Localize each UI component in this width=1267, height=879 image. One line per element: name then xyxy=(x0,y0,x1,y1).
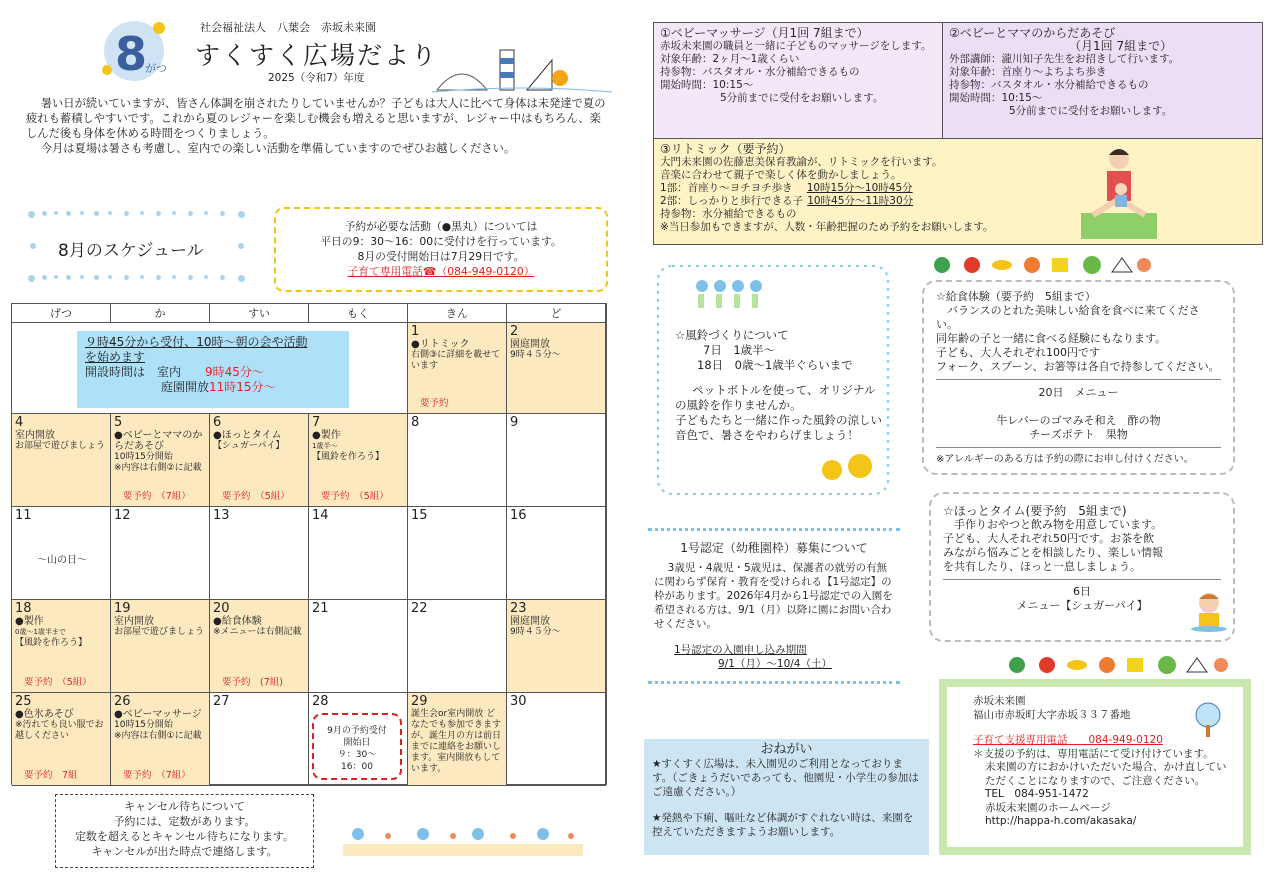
calendar-d26-s1: 10時15分開始 xyxy=(114,720,173,730)
calendar-d22-num: 22 xyxy=(411,601,428,616)
calendar-day-16 xyxy=(507,507,606,600)
calendar-d4-s: お部屋で遊びましょう xyxy=(15,441,106,451)
program3-line-5: 持参物：水分補給できるもの xyxy=(660,208,797,220)
program3-line-6: ※当日参加もできますが、人数・年齢把握のため予約をお願いします。 xyxy=(660,221,994,233)
calendar-d18-num: 18 xyxy=(15,601,32,616)
booking-line-1: 予約が必要な活動（●黒丸）については xyxy=(344,220,538,233)
cancel-line-2: 定数を超えるとキャンセル待ちになります。 xyxy=(74,830,295,843)
program-baby-massage xyxy=(653,22,943,139)
contact-info xyxy=(939,679,1251,855)
decor-dot xyxy=(94,211,99,216)
notice-line-2: を始めます xyxy=(85,350,146,364)
cancel-line-3: キャンセルが出た時点で連絡します。 xyxy=(91,845,278,858)
decor-dot xyxy=(220,211,225,216)
akasaka-homepage-link[interactable]: http://happa-h.com/akasaka/ xyxy=(985,815,1137,827)
hotto-line-1: 手作りおやつと飲み物を用意しています。 xyxy=(954,518,1163,531)
notice-line-3a: 開設時間は 室内 xyxy=(85,365,182,379)
wind-chime-info xyxy=(675,328,885,443)
akasaka-line-3: TEL 084-951-1472 xyxy=(985,788,1089,800)
calendar-d29-num: 29 xyxy=(411,694,428,709)
lunch-line-3: 子ども、大人それぞれ100円です xyxy=(936,346,1100,359)
calendar-d27-num: 27 xyxy=(213,694,230,709)
decor-dot xyxy=(66,275,71,280)
fiscal-year: 2025（令和7）年度 xyxy=(268,72,365,84)
calendar-day-19 xyxy=(111,600,210,693)
onegai-line-2: ★発熱や下痢、嘔吐など体調がすぐれない時は、来園を控えていただきますようお願いします。 xyxy=(652,812,914,838)
furin-line-4: 子どもたちと一緒に作った風鈴の涼しい音色で、暑さをやわらげましょう！ xyxy=(675,413,882,442)
calendar-d6-num: 6 xyxy=(213,415,222,430)
calendar-d1-num: 1 xyxy=(411,324,420,339)
decor-dot xyxy=(124,275,129,280)
calendar-d18-r: 要予約 （5組） xyxy=(24,677,92,688)
calendar-d2-s: 9時４５分～ xyxy=(510,350,561,360)
calendar-d23-s: 9時４５分～ xyxy=(510,627,561,637)
sea-creatures-icon xyxy=(343,820,583,860)
program2-line-1: 外部講師：瀧川知子先生をお招きして行います。 xyxy=(949,53,1180,65)
recruit-period: 9/1（月）～10/4（土） xyxy=(718,658,832,670)
booking-line-3: 8月の受付開始日は7月29日です。 xyxy=(357,250,525,263)
program1-line-3: 持参物：バスタオル・水分補給できるもの xyxy=(660,66,860,78)
cancel-wait-notice xyxy=(55,794,314,868)
calendar-d25-r: 要予約 7組 xyxy=(24,770,78,781)
program3-line-4b: 10時45分～11時30分 xyxy=(807,195,914,207)
calendar-day-9 xyxy=(507,414,606,507)
calendar-d20-t: ●給食体験 xyxy=(213,616,262,627)
calendar-d25-t: ●色氷あそび xyxy=(15,709,74,720)
calendar-d1-r: 要予約 xyxy=(420,398,449,409)
akasaka-address: 福山市赤坂町大字赤坂３３７番地 xyxy=(973,708,1131,721)
booking-notice xyxy=(274,207,608,292)
calendar-d18-s: 【風鈴を作ろう】 xyxy=(15,638,88,648)
decor-dot xyxy=(54,275,58,279)
calendar-d26-num: 26 xyxy=(114,694,131,709)
decor-dot xyxy=(28,211,35,218)
resv-line-3: ９：30～ xyxy=(337,750,377,760)
hotto-time xyxy=(929,492,1235,642)
intro-paragraph-1: 暑い日が続いていますが、皆さん体調を崩されたりしていませんか？子どもは大人に比べて身体は未発達で夏の疲れも蓄積しやすいです。これから夏のレジャーを楽しむ機会も増えると思いますが、レジャー中はもちろん、楽しんだ後も身体を休める時間をつくりましょう。 xyxy=(26,97,606,140)
calendar-d5-t: ●ベビーとママのからだあそび xyxy=(114,430,203,452)
lunch-menu-title: 20日 メニュー xyxy=(1038,386,1119,399)
decor-dot xyxy=(172,211,176,215)
calendar-d12-num: 12 xyxy=(114,508,131,523)
calendar-header-1: か xyxy=(111,304,210,323)
cancel-title: キャンセル待ちについて xyxy=(124,800,245,813)
calendar-day-4 xyxy=(12,414,111,507)
akasaka-line-4: 赤坂未来園のホームページ xyxy=(985,801,1111,814)
calendar-header-4: きん xyxy=(408,304,507,323)
calendar-d16-num: 16 xyxy=(510,508,527,523)
calendar-d9-num: 9 xyxy=(510,415,519,430)
program3-line-2: 音楽に合わせて親子で楽しく体を動かしましょう。 xyxy=(660,169,902,181)
decor-dot xyxy=(80,211,84,215)
decor-dot xyxy=(156,211,161,216)
decor-dot xyxy=(66,211,71,216)
calendar-d13-num: 13 xyxy=(213,508,230,523)
hotto-title: ☆ほっとタイム(要予約 5組まで) xyxy=(943,504,1127,518)
lighthouse-beach-icon xyxy=(432,38,612,96)
calendar-day-7 xyxy=(309,414,408,507)
program3-line-1: 大門未来園の佐藤恵美保育教諭が、リトミックを行います。 xyxy=(660,156,943,168)
calendar-day-20 xyxy=(210,600,309,693)
decor-dot xyxy=(124,211,129,216)
calendar-d7-s: 【風鈴を作ろう】 xyxy=(312,452,385,462)
decor-dot xyxy=(42,211,47,216)
calendar-d2-num: 2 xyxy=(510,324,519,339)
calendar-day-1 xyxy=(408,323,507,414)
calendar-d20-s: ※メニューは右側記載 xyxy=(213,627,302,637)
resv-line-4: 16：00 xyxy=(341,762,373,772)
program3-title: ③リトミック（要予約） xyxy=(660,142,791,156)
calendar-header-3: もく xyxy=(309,304,408,323)
calendar-d7-num: 7 xyxy=(312,415,321,430)
calendar-d15-num: 15 xyxy=(411,508,428,523)
calendar-day-27 xyxy=(210,693,309,786)
schedule-title: 8月のスケジュール xyxy=(58,241,204,261)
onegai-line-1: ★すくすく広場は、未入園児のご利用となっております。（ごきょうだいであっても、他園児・小学生の参加はご遠慮ください。） xyxy=(652,758,919,798)
calendar-d25-num: 25 xyxy=(15,694,32,709)
calendar-d6-t: ●ほっとタイム xyxy=(213,430,282,441)
opening-hours-notice xyxy=(77,331,349,408)
calendar-day-26 xyxy=(111,693,210,786)
notice-line-4a: 庭園開放 xyxy=(161,380,210,394)
program1-line-4: 開始時間：10:15～ xyxy=(660,79,754,91)
decor-dot xyxy=(94,275,99,280)
calendar-header-5: ど xyxy=(507,304,606,323)
decor-dot xyxy=(156,275,161,280)
onegai-title: おねがい xyxy=(760,742,813,757)
decor-dot xyxy=(108,211,112,215)
lunch-menu-2: チーズポテト 果物 xyxy=(1029,428,1128,441)
notice-line-4b: 11時15分～ xyxy=(209,380,276,394)
svg-text:8: 8 xyxy=(115,27,148,81)
furin-line-1: 7日 1歳半～ xyxy=(703,343,776,357)
program2-title: ②ベビーとママのからだあそび xyxy=(949,26,1116,40)
lunch-experience xyxy=(922,280,1235,475)
notice-line-3b: 9時45分～ xyxy=(205,365,264,379)
decor-dot xyxy=(42,275,47,280)
calendar-d2-t: 園庭開放 xyxy=(510,339,550,350)
program2-line-3: 持参物：バスタオル・水分補給できるもの xyxy=(949,79,1149,91)
recruit-section xyxy=(648,528,900,678)
resv-line-2: 開始日 xyxy=(343,738,371,748)
calendar-d7-t: ●製作 xyxy=(312,430,341,441)
calendar-d11-s: ～山の日～ xyxy=(37,555,87,566)
hotto-line-2: 子ども、大人それぞれ50円です。お茶を飲みながら悩みごとを相談したり、楽しい情報を共有したり、ほっと一息しましょう。 xyxy=(943,532,1163,573)
calendar-day-23 xyxy=(507,600,606,693)
calendar-header-2: すい xyxy=(210,304,309,323)
recruit-period-title: 1号認定の入園申し込み期間 xyxy=(674,644,807,656)
akasaka-line-2: 未来園の方におかけいただいた場合、かけ直していただくことになりますので、ご注意ください。 xyxy=(985,761,1227,787)
calendar-day-21 xyxy=(309,600,408,693)
lunch-line-1: バランスのとれた美味しい給食を食べに来てください。 xyxy=(936,304,1200,331)
calendar-d4-num: 4 xyxy=(15,415,24,430)
org-name: 社会福祉法人 八葉会 赤坂未来園 xyxy=(200,21,376,34)
calendar-d18-t: ●製作 xyxy=(15,616,44,627)
calendar-day-13 xyxy=(210,507,309,600)
calendar-day-18 xyxy=(12,600,111,693)
program1-line-5: 5分前までに受付をお願いします。 xyxy=(720,92,884,104)
calendar-day-14 xyxy=(309,507,408,600)
decor-dot xyxy=(204,211,208,215)
akasaka-phone[interactable]: 子育て支援専用電話 084-949-0120 xyxy=(973,734,1163,746)
calendar-d19-s: お部屋で遊びましょう xyxy=(114,627,205,637)
calendar-d26-s2: ※内容は右側①に記載 xyxy=(114,731,202,741)
calendar-d28-num: 28 xyxy=(312,694,329,709)
calendar-day-30 xyxy=(507,693,606,786)
lunch-note: ※アレルギーのある方は予約の際にお申し付けください。 xyxy=(936,454,1194,465)
logo-text: がつ xyxy=(145,62,167,75)
lunch-title: ☆給食体験（要予約 5組まで） xyxy=(936,290,1096,303)
uchiwa-fan-icon xyxy=(1191,701,1225,739)
calendar-d1-s: 右側③に詳細を載せています xyxy=(411,350,501,371)
program1-line-1: 赤坂未来園の職員と一緒に子どものマッサージをします。 xyxy=(660,40,932,52)
calendar-d20-r: 要予約 (7組) xyxy=(222,677,283,688)
akasaka-line-1: ＊支援の予約は、専用電話にて受け付けています。 xyxy=(973,747,1214,760)
decor-dot xyxy=(80,275,84,279)
decor-dot xyxy=(140,275,144,279)
calendar-d11-num: 11 xyxy=(15,508,32,523)
program2-line-4: 開始時間：10:15～ xyxy=(949,92,1043,104)
recruit-body: 3歳児・4歳児・5歳児は、保護者の就労の有無に関わらず保育・教育を受けられる【1号認定】の枠があります。2026年4月から1号認定での入園を希望される方は、9/1（月）以降に園にお問い合わせください。 xyxy=(654,562,893,630)
calendar-day-12 xyxy=(111,507,210,600)
calendar-d6-r: 要予約 （5組） xyxy=(222,491,290,502)
calendar-d5-num: 5 xyxy=(114,415,123,430)
decor-dot xyxy=(220,275,225,280)
decor-dot xyxy=(172,275,176,279)
calendar-d8-num: 8 xyxy=(411,415,420,430)
calendar-day-25 xyxy=(12,693,111,786)
calendar-d14-num: 14 xyxy=(312,508,329,523)
calendar-d30-num: 30 xyxy=(510,694,527,709)
calendar-d5-s2: ※内容は右側②に記載 xyxy=(114,463,202,473)
intro-text xyxy=(26,96,612,156)
decor-dot xyxy=(108,275,112,279)
program-baby-mama-play xyxy=(943,22,1263,139)
calendar-header-0: げつ xyxy=(12,304,111,323)
calendar-day-2 xyxy=(507,323,606,414)
calendar-d26-r: 要予約 （7組） xyxy=(123,770,191,781)
program2-title-2: （月1回 7組まで） xyxy=(1069,39,1173,53)
program2-line-2: 対象年齢：首座り～よちよち歩き xyxy=(949,66,1107,78)
program-rhythmic xyxy=(653,139,1263,245)
decor-dot xyxy=(140,211,144,215)
child-eating-icon xyxy=(1189,589,1229,633)
calendar-d5-r: 要予約 （7組） xyxy=(123,491,191,502)
program3-line-4a: 2部：しっかりと歩行できる子 xyxy=(660,195,804,207)
furin-line-2: 18日 0歳～1歳半ぐらいまで xyxy=(697,358,853,372)
booking-phone[interactable]: 子育て専用電話☎（084-949-0120） xyxy=(347,265,535,278)
decor-dot xyxy=(28,275,35,282)
calendar-d4-t: 室内開放 xyxy=(15,430,55,441)
calendar-day-15 xyxy=(408,507,507,600)
furin-title: ☆風鈴づくりについて xyxy=(675,328,789,342)
decor-dot xyxy=(238,211,245,218)
hotto-menu: メニュー【シュガーパイ】 xyxy=(1016,599,1148,612)
recruit-title: 1号認定（幼稚園枠）募集について xyxy=(680,541,868,555)
program1-line-2: 対象年齢：2ヶ月～1歳くらい xyxy=(660,53,800,65)
program3-line-3a: 1部：首座り～ヨチヨチ歩き xyxy=(660,182,793,194)
calendar-d7-r: 要予約 （5組） xyxy=(321,491,389,502)
calendar-day-5 xyxy=(111,414,210,507)
cancel-line-1: 予約には、定数があります。 xyxy=(113,815,256,828)
decor-dot xyxy=(204,275,208,279)
hotto-day: 6日 xyxy=(1073,585,1091,598)
booking-line-2: 平日の9：30～16：00に受付けを行っています。 xyxy=(320,235,562,248)
page-title: すくすく広場だより xyxy=(195,41,439,70)
mother-baby-yoga-icon xyxy=(1079,141,1159,241)
decor-dot xyxy=(188,275,193,280)
calendar-day-11 xyxy=(12,507,111,600)
calendar-day-8 xyxy=(408,414,507,507)
decor-dot xyxy=(30,243,36,249)
calendar-day-29 xyxy=(408,693,507,786)
lunch-line-4: フォーク、スプーン、お箸等は各自で持参してください。 xyxy=(936,360,1220,373)
calendar-day-6 xyxy=(210,414,309,507)
calendar-d18-t2: 0歳～1歳半まで xyxy=(15,628,66,636)
calendar-d23-t: 園庭開放 xyxy=(510,616,550,627)
calendar-d26-t: ●ベビーマッサージ xyxy=(114,709,202,720)
resv-line-1: 9月の予約受付 xyxy=(327,726,387,736)
calendar-d7-t2: 1歳半～ xyxy=(312,442,338,450)
furin-line-3: ペットボトルを使って、オリジナルの風鈴を作りませんか。 xyxy=(675,383,876,412)
calendar-d6-s: 【シュガーパイ】 xyxy=(213,441,285,451)
next-month-reservation-notice xyxy=(312,713,402,780)
calendar-day-22 xyxy=(408,600,507,693)
lunch-menu-1: 牛レバーのゴマみそ和え 酢の物 xyxy=(996,414,1161,427)
calendar-d5-s1: 10時15分開始 xyxy=(114,452,173,462)
akasaka-name: 赤坂未来園 xyxy=(973,695,1026,707)
intro-paragraph-2: 今月は夏場は暑さも考慮し、室内での楽しい活動を準備していますのでぜひお越しください。 xyxy=(40,142,516,155)
calendar-d29-s: 誕生会or室内開放 どなたでも参加できますが、誕生月の方は前日までに連絡をお願いします。室内開放もしています。 xyxy=(411,709,502,774)
calendar-d23-num: 23 xyxy=(510,601,527,616)
calendar-d21-num: 21 xyxy=(312,601,329,616)
sunflower-logo-icon xyxy=(95,14,173,84)
food-row-icon-2 xyxy=(1007,654,1233,676)
request-notice xyxy=(644,739,929,855)
decor-dot xyxy=(238,275,245,282)
notice-line-1: ９時45分から受付、10時～朝の会や活動 xyxy=(85,335,308,349)
food-row-icon xyxy=(932,254,1152,276)
calendar-d1-t: ●リトミック xyxy=(411,339,470,350)
decor-dot xyxy=(188,211,193,216)
program3-line-3b: 10時15分～10時45分 xyxy=(806,182,913,194)
program2-line-5: 5分前までに受付をお願いします。 xyxy=(1009,105,1173,117)
lunch-line-2: 同年齢の子と一緒に食べる経験にもなります。 xyxy=(936,332,1167,345)
decor-dot xyxy=(54,211,58,215)
calendar-d19-num: 19 xyxy=(114,601,131,616)
decor-dot xyxy=(238,243,244,249)
calendar-d19-t: 室内開放 xyxy=(114,616,154,627)
calendar-d25-s: ※汚れても良い服でお越しください xyxy=(15,720,104,741)
program1-title: ①ベビーマッサージ（月1回 7組まで） xyxy=(660,26,869,40)
calendar-d20-num: 20 xyxy=(213,601,230,616)
